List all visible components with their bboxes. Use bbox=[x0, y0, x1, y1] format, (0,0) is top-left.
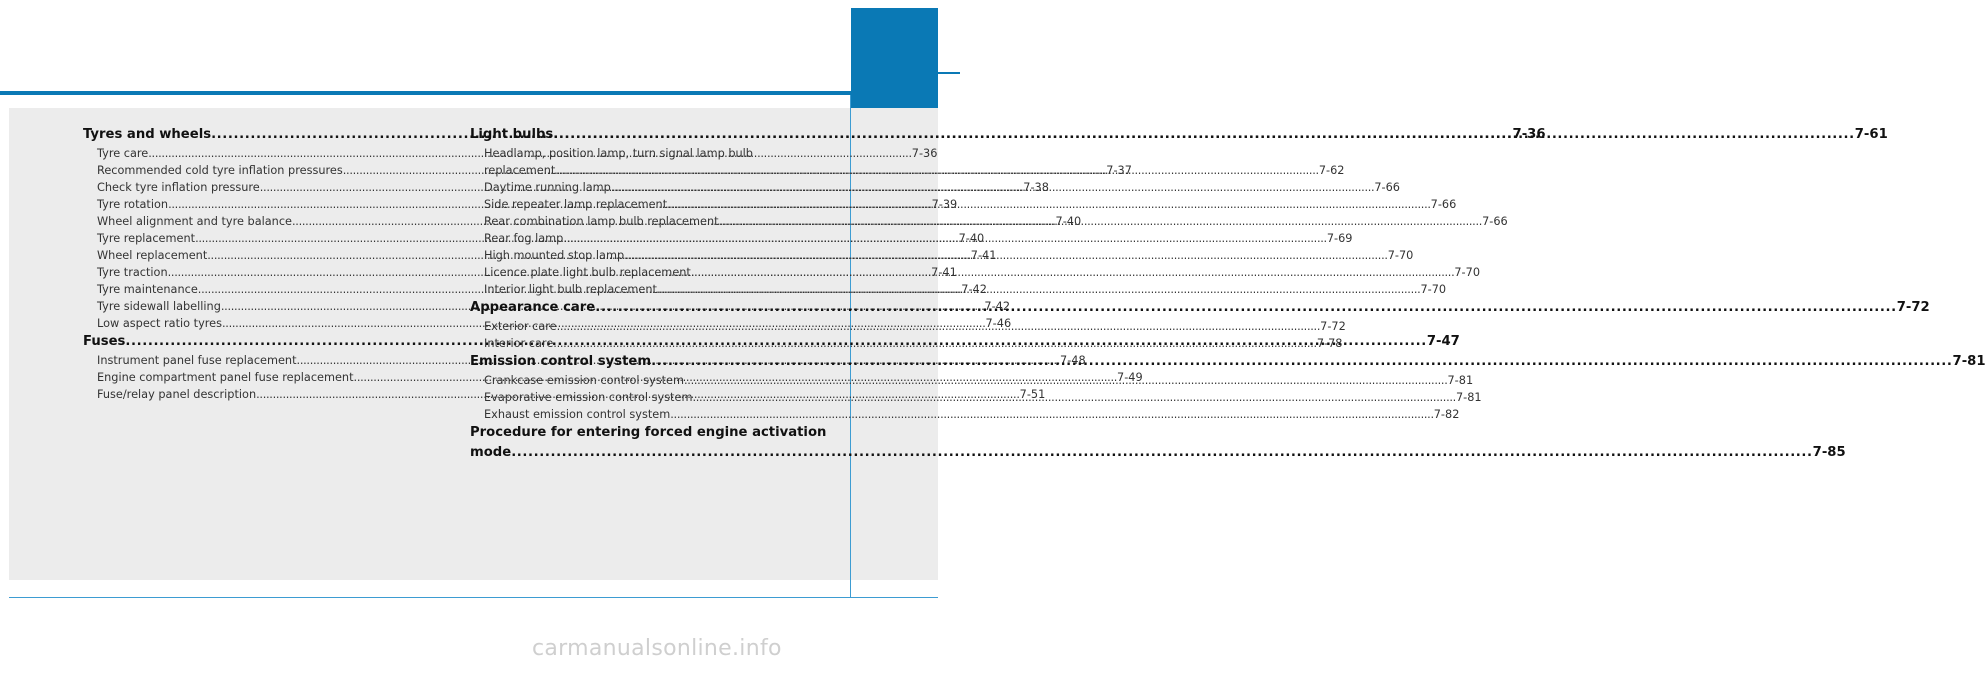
page-number: 7-42 bbox=[961, 283, 987, 296]
toc-entry-title: Side repeater lamp replacement bbox=[484, 198, 668, 211]
page-number: 7-42 bbox=[984, 300, 1011, 313]
dot-leader bbox=[611, 179, 1375, 196]
toc-entry-title: Tyre replacement bbox=[97, 232, 196, 245]
toc-entry-title: Tyre maintenance bbox=[97, 283, 198, 296]
toc-entry-title: High mounted stop lamp bbox=[484, 249, 625, 262]
dot-leader bbox=[511, 443, 1812, 463]
footer-rule bbox=[9, 597, 938, 598]
header-rule bbox=[0, 91, 938, 95]
toc-item[interactable] bbox=[470, 335, 1343, 352]
watermark: carmanualsonline.info bbox=[532, 636, 782, 661]
toc-entry-title: Fuses bbox=[83, 334, 126, 349]
toc-entry-title: Tyre care bbox=[97, 147, 149, 160]
page-number: 7-36 bbox=[1512, 127, 1546, 142]
page-number: 7-36 bbox=[911, 147, 938, 160]
page-number: 7-82 bbox=[1433, 408, 1460, 421]
page-number: 7-81 bbox=[1447, 374, 1474, 387]
dot-leader bbox=[624, 247, 1388, 264]
page-number: 7-69 bbox=[1326, 232, 1353, 245]
page-number: 7-66 bbox=[1430, 198, 1457, 211]
toc-entry-title: Engine compartment panel fuse replacement bbox=[97, 371, 354, 384]
page-number: 7-48 bbox=[1060, 354, 1086, 367]
toc-entry-title: mode bbox=[470, 445, 512, 460]
page-number: 7-40 bbox=[958, 232, 985, 245]
page-number: 7-46 bbox=[985, 317, 1012, 330]
page-number: 7-41 bbox=[931, 266, 957, 279]
dot-leader bbox=[651, 352, 1952, 372]
dot-leader bbox=[692, 389, 1456, 406]
toc-entry-title: replacement bbox=[484, 164, 556, 177]
toc-section[interactable] bbox=[470, 443, 1846, 463]
page-number: 7-81 bbox=[1952, 354, 1986, 369]
toc-entry-title: Light bulbs bbox=[470, 127, 554, 142]
chapter-tab-line bbox=[938, 72, 960, 74]
toc-entry-title-line: Procedure for entering forced engine activation bbox=[470, 425, 827, 440]
dot-leader bbox=[557, 318, 1321, 335]
dot-leader bbox=[670, 406, 1434, 423]
page-number: 7-66 bbox=[1374, 181, 1400, 194]
toc-entry-title: Rear combination lamp bulb replacement bbox=[484, 215, 719, 228]
toc-entry-title: Low aspect ratio tyres bbox=[97, 317, 222, 330]
toc-entry-title: Wheel alignment and tyre balance bbox=[97, 215, 292, 228]
toc-entry-title: Tyres and wheels bbox=[83, 127, 212, 142]
toc-entry-title: Tyre traction bbox=[97, 266, 168, 279]
toc-entry-title: Interior light bulb replacement bbox=[484, 283, 657, 296]
page-number: 7-49 bbox=[1117, 371, 1143, 384]
dot-leader bbox=[553, 125, 1854, 145]
toc-entry-title: Tyre sidewall labelling bbox=[97, 300, 221, 313]
toc-entry-title: Daytime running lamp bbox=[484, 181, 611, 194]
dot-leader bbox=[657, 281, 1421, 298]
page-number: 7-70 bbox=[1420, 283, 1447, 296]
page-number: 7-72 bbox=[1896, 300, 1930, 315]
dot-leader bbox=[553, 335, 1317, 352]
toc-entry-title: Interior care bbox=[484, 337, 554, 350]
page-number: 7-78 bbox=[1316, 337, 1343, 350]
page-number: 7-37 bbox=[1106, 164, 1132, 177]
dot-leader bbox=[691, 264, 1455, 281]
toc-entry-title: Tyre rotation bbox=[97, 198, 169, 211]
toc-item[interactable] bbox=[470, 406, 1460, 423]
page-number: 7-51 bbox=[1019, 388, 1046, 401]
dot-leader bbox=[563, 230, 1327, 247]
toc-entry-title: Emission control system bbox=[470, 354, 652, 369]
page-number: 7-72 bbox=[1320, 320, 1346, 333]
toc-entry-title: Recommended cold tyre inflation pressures bbox=[97, 164, 343, 177]
toc-entry-title: Evaporative emission control system bbox=[484, 391, 693, 404]
page-number: 7-70 bbox=[1454, 266, 1481, 279]
dot-leader bbox=[667, 196, 1431, 213]
toc-entry-title: Exterior care bbox=[484, 320, 557, 333]
dot-leader bbox=[595, 298, 1896, 318]
page-number: 7-47 bbox=[1426, 334, 1460, 349]
page-number: 7-85 bbox=[1812, 445, 1846, 460]
page-number: 7-81 bbox=[1455, 391, 1482, 404]
toc-entry-title: Appearance care bbox=[470, 300, 596, 315]
page-number: 7-66 bbox=[1482, 215, 1508, 228]
toc-entry-title-line: Headlamp, position lamp, turn signal lamp bulb bbox=[484, 147, 753, 160]
page-number: 7-41 bbox=[970, 249, 997, 262]
toc-entry-title: Wheel replacement bbox=[97, 249, 208, 262]
page-number: 7-62 bbox=[1318, 164, 1345, 177]
toc-entry-title: Fuse/relay panel description bbox=[97, 388, 257, 401]
dot-leader bbox=[719, 213, 1483, 230]
toc-entry-title: Instrument panel fuse replacement bbox=[97, 354, 297, 367]
toc-entry-title: Check tyre inflation pressure bbox=[97, 181, 260, 194]
page-number: 7-70 bbox=[1387, 249, 1414, 262]
page-number: 7-40 bbox=[1055, 215, 1082, 228]
page-number: 7-61 bbox=[1854, 127, 1888, 142]
page-number: 7-39 bbox=[931, 198, 958, 211]
dot-leader bbox=[684, 372, 1448, 389]
toc-entry-title: Crankcase emission control system bbox=[484, 374, 684, 387]
toc-entry-title: Licence plate light bulb replacement bbox=[484, 266, 691, 279]
dot-leader bbox=[555, 162, 1319, 179]
toc-entry-title: Rear fog lamp bbox=[484, 232, 564, 245]
toc-entry-title: Exhaust emission control system bbox=[484, 408, 671, 421]
chapter-tab bbox=[851, 8, 938, 109]
page-number: 7-38 bbox=[1023, 181, 1049, 194]
